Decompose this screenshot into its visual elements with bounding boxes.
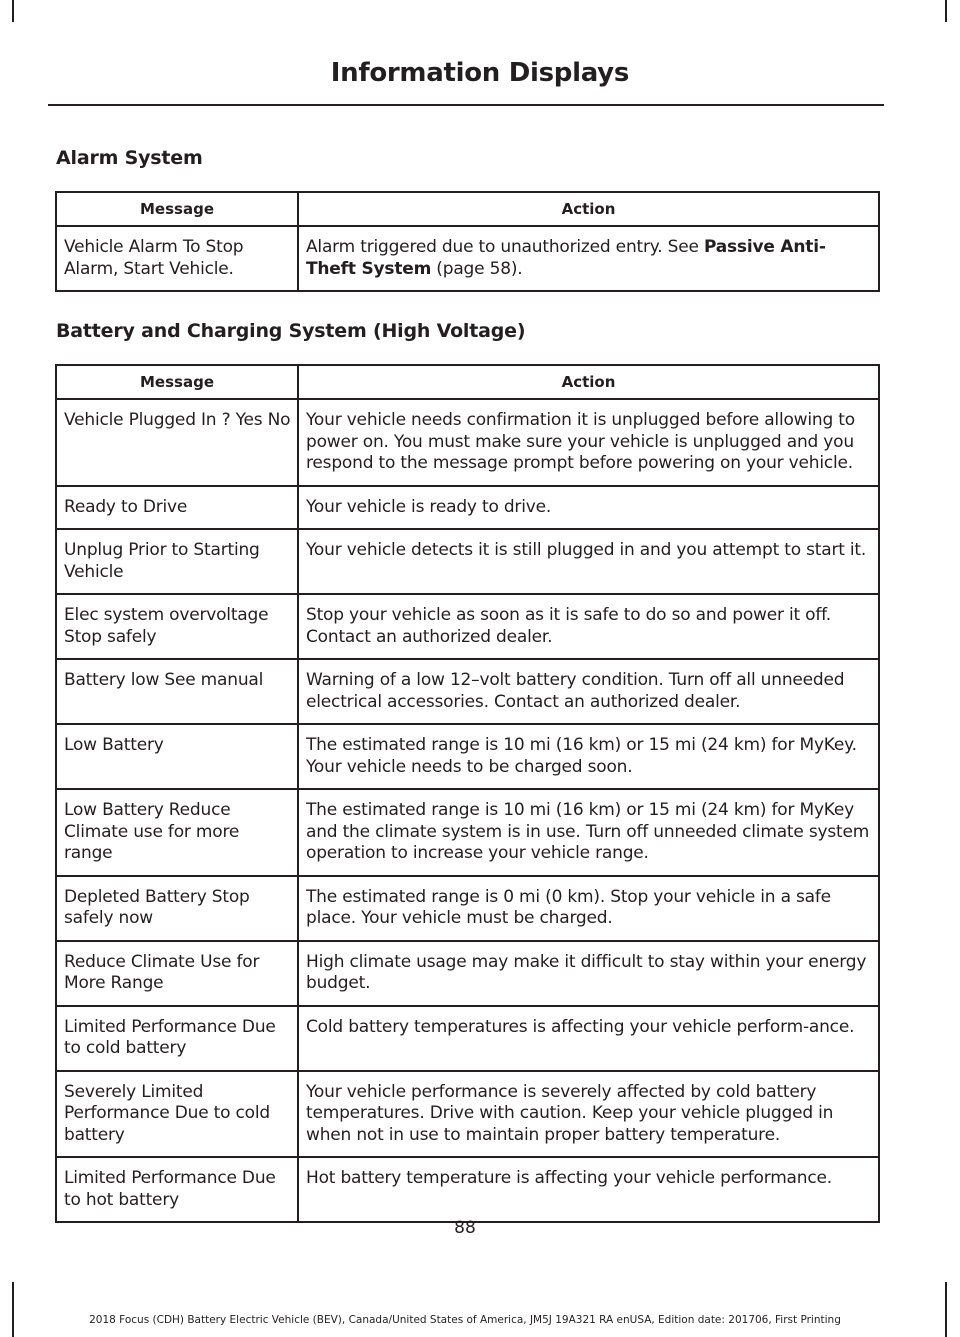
action-cell: The estimated range is 0 mi (0 km). Stop your vehicle in a safe place. Your vehicle must be charged.	[298, 876, 879, 941]
page-reference: (page 58).	[431, 258, 523, 279]
table-row	[56, 659, 879, 724]
cross-reference-link[interactable]: Passive Anti-Theft System	[306, 237, 826, 279]
message-cell: Low Battery	[56, 724, 298, 789]
message-cell: Vehicle Plugged In ? Yes No	[56, 399, 298, 486]
document-footer: 2018 Focus (CDH) Battery Electric Vehicle (BEV), Canada/United States of America, JM5J 19A321 RA enUSA, Edition date: 201706, First Printing	[89, 1314, 841, 1326]
table-row	[56, 876, 879, 941]
table-row	[56, 789, 879, 876]
table-row	[56, 1071, 879, 1158]
column-header-message: Message	[56, 192, 298, 226]
action-cell: Stop your vehicle as soon as it is safe to do so and power it off. Contact an authorized dealer.	[298, 594, 879, 659]
table-row	[56, 1157, 879, 1222]
battery-section-heading: Battery and Charging System (High Voltage)	[56, 320, 526, 342]
table-row	[56, 724, 879, 789]
alarm-table	[55, 191, 880, 292]
action-cell: The estimated range is 10 mi (16 km) or 15 mi (24 km) for MyKey and the climate system is in use. Turn off unneeded climate system operation to increase your vehicle range.	[298, 789, 879, 876]
action-cell: Hot battery temperature is affecting your vehicle performance.	[298, 1157, 879, 1222]
message-cell: Battery low See manual	[56, 659, 298, 724]
header-divider	[48, 104, 884, 106]
action-cell: Your vehicle needs confirmation it is unplugged before allowing to power on. You must make sure your vehicle is unplugged and you respond to the message prompt before powering on your vehicle.	[298, 399, 879, 486]
message-cell: Elec system overvoltage Stop safely	[56, 594, 298, 659]
crop-mark	[12, 0, 14, 22]
message-cell: Severely Limited Performance Due to cold battery	[56, 1071, 298, 1158]
message-cell: Unplug Prior to Starting Vehicle	[56, 529, 298, 594]
battery-table	[55, 364, 880, 1223]
crop-mark	[945, 1282, 947, 1337]
message-cell: Vehicle Alarm To Stop Alarm, Start Vehicle.	[56, 226, 298, 291]
message-cell: Depleted Battery Stop safely now	[56, 876, 298, 941]
message-cell: Reduce Climate Use for More Range	[56, 941, 298, 1006]
table-row	[56, 594, 879, 659]
table-row	[56, 941, 879, 1006]
message-cell: Limited Performance Due to cold battery	[56, 1006, 298, 1071]
action-cell: Your vehicle detects it is still plugged in and you attempt to start it.	[298, 529, 879, 594]
table-row	[56, 486, 879, 530]
table-header-row	[56, 365, 879, 399]
table-row	[56, 1006, 879, 1071]
action-cell: Warning of a low 12–volt battery condition. Turn off all unneeded electrical accessories. Contact an authorized dealer.	[298, 659, 879, 724]
action-cell: High climate usage may make it difficult to stay within your energy budget.	[298, 941, 879, 1006]
page-number: 88	[454, 1218, 476, 1238]
page-header-title: Information Displays	[330, 58, 629, 88]
column-header-action: Action	[298, 365, 879, 399]
table-row	[56, 226, 879, 291]
action-cell: The estimated range is 10 mi (16 km) or 15 mi (24 km) for MyKey. Your vehicle needs to be charged soon.	[298, 724, 879, 789]
column-header-action: Action	[298, 192, 879, 226]
table-row	[56, 399, 879, 486]
action-text: Alarm triggered due to unauthorized entry. See	[306, 237, 704, 257]
column-header-message: Message	[56, 365, 298, 399]
message-cell: Limited Performance Due to hot battery	[56, 1157, 298, 1222]
message-cell: Low Battery Reduce Climate use for more range	[56, 789, 298, 876]
crop-mark	[12, 1282, 14, 1337]
table-header-row	[56, 192, 879, 226]
action-cell	[298, 226, 879, 291]
action-cell: Your vehicle performance is severely affected by cold battery temperatures. Drive with caution. Keep your vehicle plugged in when not in use to maintain proper battery temperature.	[298, 1071, 879, 1158]
action-cell: Your vehicle is ready to drive.	[298, 486, 879, 530]
crop-mark	[945, 0, 947, 22]
alarm-section-heading: Alarm System	[56, 147, 203, 169]
table-row	[56, 529, 879, 594]
action-cell: Cold battery temperatures is affecting your vehicle perform-ance.	[298, 1006, 879, 1071]
message-cell: Ready to Drive	[56, 486, 298, 530]
